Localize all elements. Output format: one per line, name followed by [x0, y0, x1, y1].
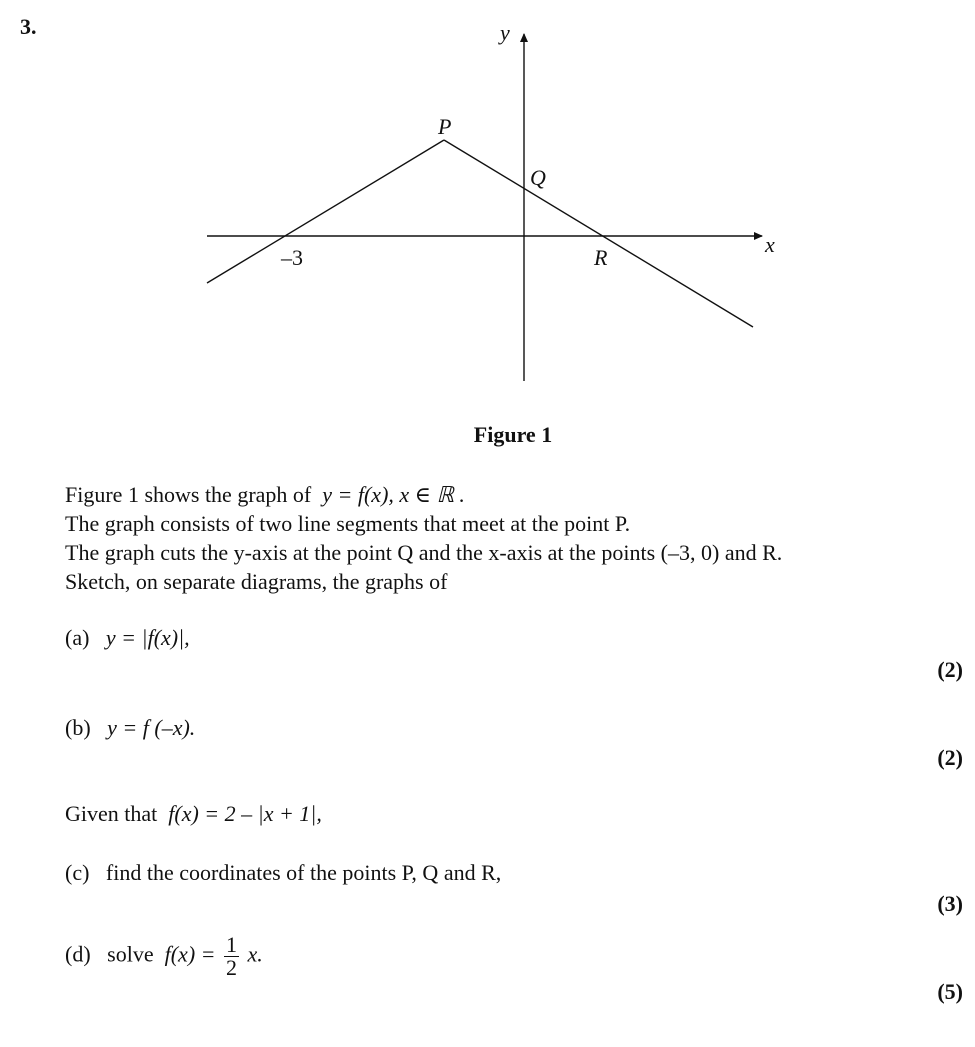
point-p-label: P — [438, 114, 452, 139]
part-d-rhs: x. — [247, 941, 263, 967]
intro-text — [65, 480, 782, 596]
figure-caption: Figure 1 — [473, 422, 553, 447]
y-axis-label: y — [500, 20, 510, 45]
x-axis-label: x — [765, 232, 775, 257]
given-math: f(x) = 2 – |x + 1|, — [168, 801, 322, 826]
part-c-text: find the coordinates of the points P, Q and R, — [105, 860, 502, 885]
part-d-label: (d) — [65, 941, 91, 967]
given-text: Given that — [65, 801, 158, 826]
intro-line-1: Figure 1 shows the graph of y = f(x), x ∈ ℝ . — [65, 482, 465, 507]
graph-left-segment — [207, 140, 444, 283]
part-d-text: solve — [107, 941, 154, 967]
intro-line-3: The graph cuts the y-axis at the point Q and the x-axis at the points (–3, 0) and R. — [65, 540, 783, 565]
point-r-label: R — [594, 245, 608, 270]
intro-function-definition: y = f(x), x ∈ ℝ . — [322, 482, 465, 507]
fraction-numerator: 1 — [225, 932, 237, 957]
part-a — [65, 625, 190, 651]
part-a-marks: (2) — [937, 657, 963, 682]
point-q-label: Q — [530, 165, 546, 190]
fraction-denominator: 2 — [225, 955, 237, 980]
intro-line-4: Sketch, on separate diagrams, the graphs of — [65, 569, 448, 594]
intro-line-2: The graph consists of two line segments that meet at the point P. — [65, 511, 631, 536]
question-number: 3. — [20, 14, 37, 39]
part-d-marks: (5) — [937, 979, 963, 1004]
part-a-label: (a) — [65, 625, 90, 650]
part-b-marks: (2) — [937, 745, 963, 770]
part-a-math: y = |f(x)|, — [105, 625, 190, 650]
one-half-fraction — [224, 934, 239, 979]
part-d-lhs: f(x) = — [164, 941, 216, 967]
part-c-marks: (3) — [937, 891, 963, 916]
part-d — [65, 934, 263, 979]
part-c — [65, 860, 501, 886]
given-statement — [65, 801, 322, 827]
part-b-label: (b) — [65, 715, 91, 740]
graph-right-segment — [444, 140, 753, 327]
part-b-math: y = f (–x). — [107, 715, 196, 740]
part-c-label: (c) — [65, 860, 90, 885]
figure-1-graph — [0, 0, 975, 420]
part-b — [65, 715, 195, 741]
minus-three-label: –3 — [281, 245, 303, 270]
